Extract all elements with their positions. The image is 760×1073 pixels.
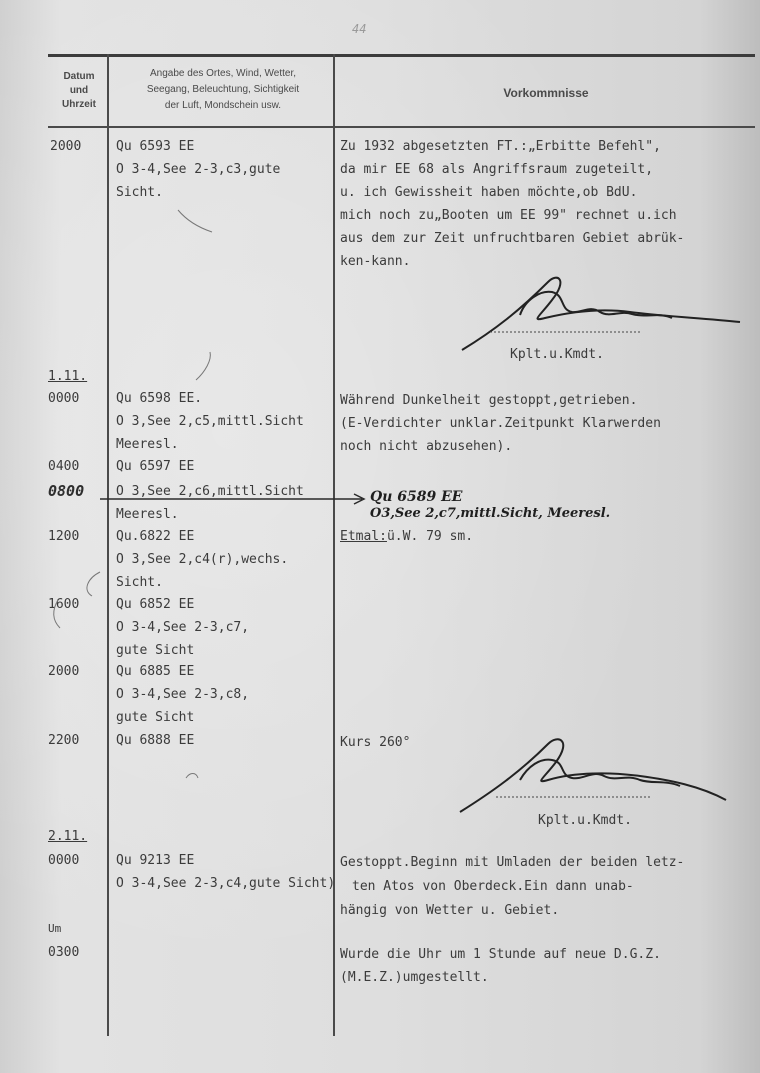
weather-entry: O 3-4,See 2-3,c8,	[116, 687, 250, 702]
weather-entry: O 3,See 2,c4(r),wechs.	[116, 552, 289, 567]
event-line: aus dem zur Zeit unfruchtbaren Gebiet abrük-	[340, 231, 685, 246]
event-line: Wurde die Uhr um 1 Stunde auf neue D.G.Z.	[340, 947, 661, 962]
weather-entry: Meeresl.	[116, 507, 179, 522]
event-line: ken-kann.	[340, 254, 411, 269]
time-entry: 0000	[48, 391, 80, 406]
position-entry: Qu.6822 EE	[116, 529, 195, 544]
date-entry: 2.11.	[48, 829, 88, 844]
header-place-line: Seegang, Beleuchtung, Sichtigkeit	[146, 84, 300, 95]
page-number: 44	[352, 22, 367, 36]
position-entry: Qu 9213 EE	[116, 853, 195, 868]
header-date-line: Datum	[63, 71, 95, 82]
time-prefix: Um	[48, 922, 62, 935]
event-line: u. ich Gewissheit haben möchte,ob BdU.	[340, 185, 638, 200]
signature-mark	[462, 278, 740, 350]
correction-arrow-icon	[100, 494, 364, 504]
weather-entry: Meeresl.	[116, 437, 179, 452]
weather-entry: O 3,See 2,c6,mittl.Sicht	[116, 484, 304, 499]
header-date-line: Uhrzeit	[62, 99, 96, 110]
event-line: ten Atos von Oberdeck.Ein dann unab-	[352, 879, 634, 894]
position-entry: Qu 6888 EE	[116, 733, 195, 748]
position-entry: Qu 6597 EE	[116, 459, 195, 474]
event-line: da mir EE 68 als Angriffsraum zugeteilt,	[340, 162, 654, 177]
weather-entry: O 3-4,See 2-3,c3,gute	[116, 162, 281, 177]
time-entry: 2000	[50, 139, 82, 154]
weather-entry: Sicht.	[116, 185, 163, 200]
time-entry: 2000	[48, 664, 80, 679]
time-entry: 1600	[48, 597, 80, 612]
handwritten-correction: Qu 6589 EE	[370, 489, 463, 505]
weather-entry: gute Sicht	[116, 710, 195, 725]
etmal-value: ü.W. 79 sm.	[386, 529, 474, 544]
time-entry: 1200	[48, 529, 80, 544]
event-line: hängig von Wetter u. Gebiet.	[340, 903, 560, 918]
position-entry: Qu 6593 EE	[116, 139, 195, 154]
time-entry: 2200	[48, 733, 80, 748]
position-entry: Qu 6598 EE.	[116, 391, 203, 406]
date-entry: 1.11.	[48, 369, 88, 384]
weather-entry: O 3,See 2,c5,mittl.Sicht	[116, 414, 304, 429]
course-entry: Kurs 260°	[340, 735, 411, 750]
position-entry: Qu 6885 EE	[116, 664, 195, 679]
event-line: mich noch zu„Booten um EE 99" rechnet u.ich	[340, 208, 677, 223]
event-line: noch nicht abzusehen).	[340, 439, 513, 454]
header-events: Vorkommnisse	[503, 86, 589, 100]
weather-entry: O 3-4,See 2-3,c7,	[116, 620, 250, 635]
signature-title: Kplt.u.Kmdt.	[510, 347, 604, 362]
event-line: Während Dunkelheit gestoppt,getrieben.	[340, 393, 638, 408]
signature-title: Kplt.u.Kmdt.	[538, 813, 632, 828]
header-date-line: und	[69, 85, 89, 96]
header-place-line: Angabe des Ortes, Wind, Wetter,	[150, 68, 296, 79]
event-line: Gestoppt.Beginn mit Umladen der beiden letz-	[340, 855, 685, 870]
time-entry: 0400	[48, 459, 80, 474]
time-entry: 0000	[48, 853, 80, 868]
time-entry: 0300	[48, 945, 80, 960]
weather-entry: Sicht.	[116, 575, 163, 590]
time-entry-handwritten: 0800	[48, 482, 85, 500]
event-line: Zu 1932 abgesetzten FT.:„Erbitte Befehl",	[340, 139, 661, 154]
signature-mark	[460, 739, 726, 812]
event-line: (E-Verdichter unklar.Zeitpunkt Klarwerden	[340, 416, 661, 431]
header-place-line: der Luft, Mondschein usw.	[164, 100, 282, 111]
weather-entry: gute Sicht	[116, 643, 195, 658]
weather-entry: O 3-4,See 2-3,c4,gute Sicht)	[116, 876, 336, 891]
etmal-label: Etmal:	[340, 529, 387, 544]
event-line: (M.E.Z.)umgestellt.	[340, 970, 489, 985]
pencil-mark	[54, 210, 212, 778]
position-entry: Qu 6852 EE	[116, 597, 195, 612]
handwritten-correction: O3,See 2,c7,mittl.Sicht, Meeresl.	[370, 506, 611, 521]
